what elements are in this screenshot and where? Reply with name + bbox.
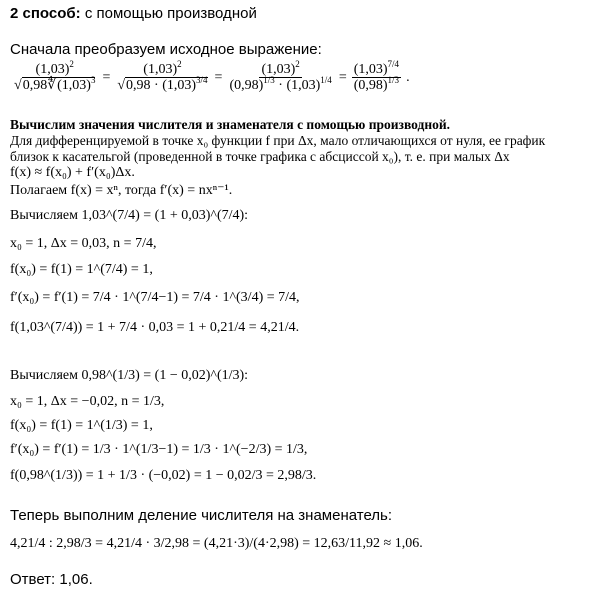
- section-heading: [10, 6, 257, 22]
- division-formula: 4,21/4 : 2,98/3 = 4,21/4 · 3/2,98 = (4,21·3)/(4·2,98) = 12,63/11,92 ≈ 1,06.: [10, 536, 423, 551]
- division-title: Теперь выполним деление числителя на знаменатель:: [10, 507, 393, 524]
- block2-fx0: f(x₀) = f(1) = 1^(1/3) = 1,: [10, 418, 153, 433]
- block1-fx0: f(x₀) = f(1) = 1^(7/4) = 1,: [10, 262, 153, 277]
- para1: Вычислим значения числителя и знаменателя с помощью производной.: [10, 117, 451, 132]
- heading-bold: 2 способ:: [10, 5, 81, 22]
- block2-fpx0: f′(x₀) = f′(1) = 1/3 · 1^(1/3−1) = 1/3 · 1^(−2/3) = 1/3,: [10, 442, 308, 457]
- block2-params: x₀ = 1, Δx = −0,02, n = 1/3,: [10, 394, 165, 409]
- block2-result: f(0,98^(1/3)) = 1 + 1/3 · (−0,02) = 1 − 0,02/3 = 2,98/3.: [10, 468, 317, 483]
- approx-formula: f(x) ≈ f(x₀) + f′(x₀)Δx.: [10, 165, 135, 180]
- block2-title: Вычисляем 0,98^(1/3) = (1 − 0,02)^(1/3):: [10, 368, 249, 383]
- answer: Ответ: 1,06.: [10, 571, 93, 588]
- block1-params: x₀ = 1, Δx = 0,03, n = 7/4,: [10, 236, 157, 251]
- let-formula: Полагаем f(x) = xⁿ, тогда f′(x) = nxⁿ⁻¹.: [10, 183, 233, 198]
- block1-title: Вычисляем 1,03^(7/4) = (1 + 0,03)^(7/4):: [10, 208, 249, 223]
- block1-fpx0: f′(x₀) = f′(1) = 7/4 · 1^(7/4−1) = 7/4 · 1^(3/4) = 7/4,: [10, 290, 300, 305]
- heading-rest: с помощью производной: [80, 5, 257, 22]
- block1-result: f(1,03^(7/4)) = 1 + 7/4 · 0,03 = 1 + 0,21/4 = 4,21/4.: [10, 320, 300, 335]
- para3: близок к касательгой (проведенной в точке графика с абсциссой x₀), т. е. при малых Δx: [10, 149, 510, 164]
- para2: Для дифференцируемой в точке x₀ функции f при Δx, мало отличающихся от нуля, ее график: [10, 133, 546, 148]
- intro-text: Сначала преобразуем исходное выражение:: [10, 41, 322, 58]
- transform-equation: $\frac{(1,03)^2}{√0,98∜(1,03)^3}$ = $\frac{(1,03)^2}{√0,98 \cdot (1,03)^{3/4}}$ = $\frac{(1,03)^2}{(0,98)^{1/3} \cdot (1,03)^{1/4}}$ = $\frac{(1,03)^{7/4}}{(0,98)^{1/3}}$ .: [14, 59, 410, 93]
